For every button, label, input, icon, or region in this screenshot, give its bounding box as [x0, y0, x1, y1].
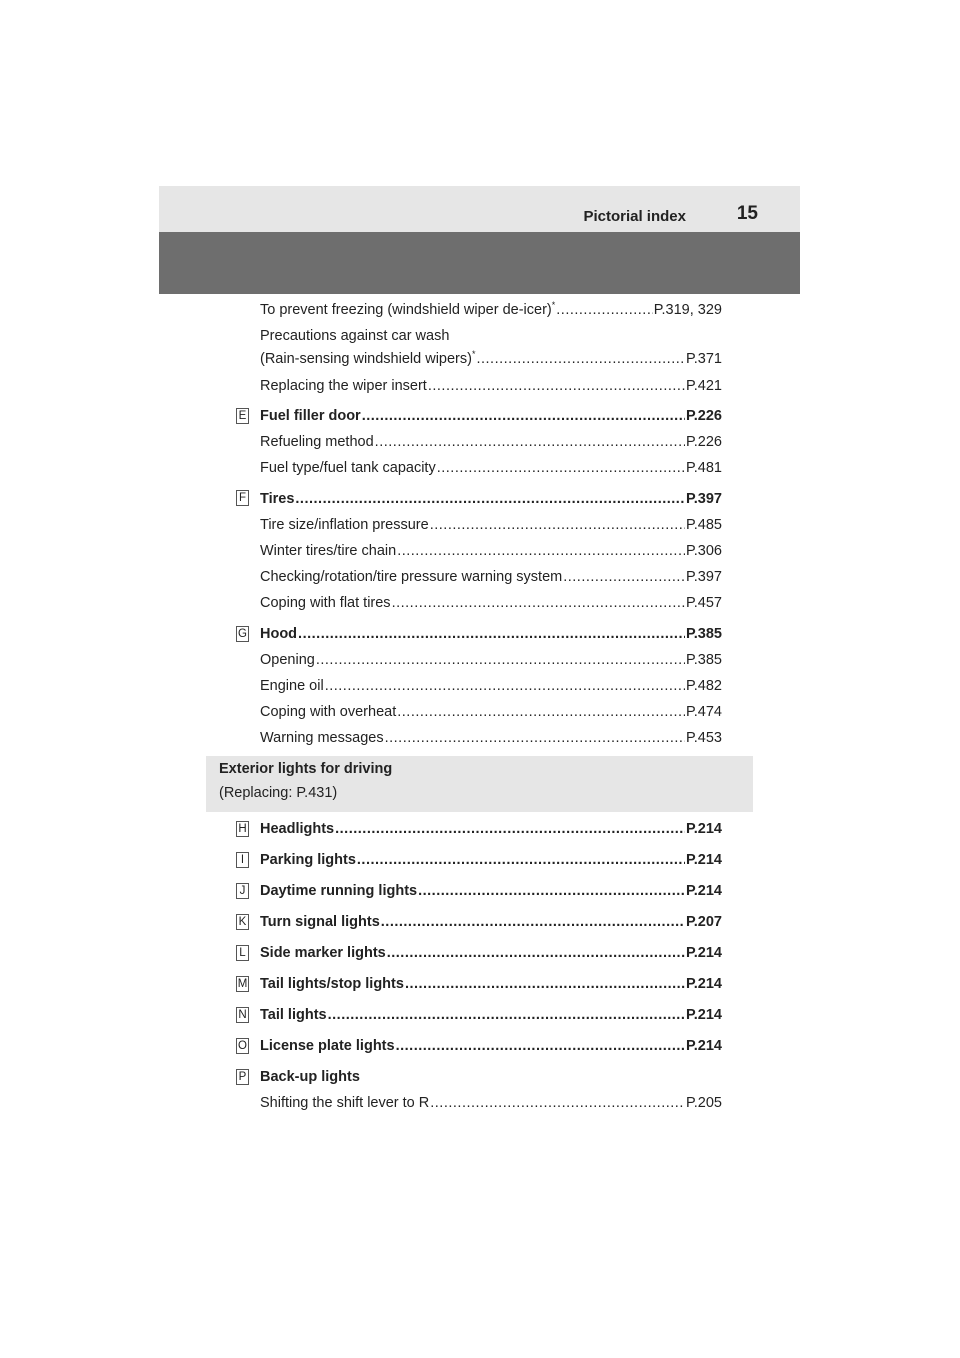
- page-reference[interactable]: P.397: [685, 491, 722, 507]
- header-band: [159, 232, 800, 294]
- dot-leader: [316, 650, 685, 670]
- dot-leader: [357, 850, 685, 870]
- entry-label: Warning messages: [260, 730, 384, 746]
- callout-badge: O: [236, 1038, 249, 1054]
- dot-leader: [397, 541, 685, 561]
- dot-leader: [295, 489, 685, 509]
- entry-label: Checking/rotation/tire pressure warning system: [260, 569, 563, 585]
- index-entry[interactable]: [260, 650, 722, 670]
- entry-label: Precautions against car wash: [260, 328, 450, 344]
- index-entry[interactable]: [260, 593, 722, 613]
- index-entry[interactable]: [260, 943, 722, 963]
- index-entry[interactable]: [260, 567, 722, 587]
- entry-label: Coping with flat tires: [260, 595, 391, 611]
- dot-leader: [381, 912, 685, 932]
- entry-label: Coping with overheat: [260, 704, 397, 720]
- dot-leader: [325, 676, 685, 696]
- entry-label: Opening: [260, 652, 315, 668]
- page-reference[interactable]: P.482: [685, 678, 722, 694]
- index-entry[interactable]: [260, 881, 722, 901]
- page-reference[interactable]: P.205: [685, 1095, 722, 1111]
- index-entry[interactable]: [260, 624, 722, 644]
- entry-label: Tires: [260, 491, 295, 507]
- entry-label: Engine oil: [260, 678, 324, 694]
- callout-badge: G: [236, 626, 249, 642]
- index-entry[interactable]: [260, 349, 722, 369]
- page-reference[interactable]: P.306: [685, 543, 722, 559]
- index-entry[interactable]: [260, 974, 722, 994]
- page-reference[interactable]: P.385: [685, 626, 722, 642]
- entry-label: Tail lights: [260, 1007, 327, 1023]
- page-reference[interactable]: P.226: [685, 408, 722, 424]
- index-entry[interactable]: [260, 1093, 722, 1113]
- callout-badge: I: [236, 852, 249, 868]
- callout-badge: H: [236, 821, 249, 837]
- page-reference[interactable]: P.214: [685, 821, 722, 837]
- entry-label: Daytime running lights: [260, 883, 418, 899]
- footnote-mark: *: [471, 349, 476, 360]
- entry-label: (Rain-sensing windshield wipers): [260, 351, 472, 367]
- entry-label: Tire size/inflation pressure: [260, 517, 429, 533]
- entry-label: Headlights: [260, 821, 335, 837]
- index-entry[interactable]: [260, 458, 722, 478]
- dot-leader: [328, 1005, 685, 1025]
- page-reference[interactable]: P.457: [685, 595, 722, 611]
- entry-label: Refueling method: [260, 434, 374, 450]
- index-entry[interactable]: [260, 515, 722, 535]
- page-reference[interactable]: P.474: [685, 704, 722, 720]
- entry-label: Tail lights/stop lights: [260, 976, 404, 992]
- page-reference[interactable]: P.214: [685, 883, 722, 899]
- index-entry[interactable]: [260, 489, 722, 509]
- page-reference[interactable]: P.385: [685, 652, 722, 668]
- dot-leader: [405, 974, 685, 994]
- page-reference[interactable]: P.214: [685, 1007, 722, 1023]
- entry-label: Fuel filler door: [260, 408, 361, 424]
- page-reference[interactable]: P.453: [685, 730, 722, 746]
- entry-label: Parking lights: [260, 852, 356, 868]
- dot-leader: [476, 349, 685, 369]
- dot-leader: [437, 458, 685, 478]
- dot-leader: [387, 943, 685, 963]
- dot-leader: [375, 432, 685, 452]
- page-reference[interactable]: P.226: [685, 434, 722, 450]
- page-reference[interactable]: P.371: [685, 351, 722, 367]
- callout-badge: E: [236, 408, 249, 424]
- callout-badge: L: [236, 945, 249, 961]
- page-reference[interactable]: P.214: [685, 976, 722, 992]
- page-reference[interactable]: P.481: [685, 460, 722, 476]
- dot-leader: [298, 624, 685, 644]
- section-title: Exterior lights for driving: [219, 761, 393, 777]
- page-reference[interactable]: P.421: [685, 378, 722, 394]
- dot-leader: [430, 515, 685, 535]
- dot-leader: [430, 1093, 685, 1113]
- index-entry: [260, 326, 722, 346]
- dot-leader: [392, 593, 685, 613]
- entry-label: Side marker lights: [260, 945, 386, 961]
- callout-badge: F: [236, 490, 249, 506]
- entry-label: Replacing the wiper insert: [260, 378, 427, 394]
- dot-leader: [418, 881, 685, 901]
- entry-label: Hood: [260, 626, 298, 642]
- index-entry[interactable]: [260, 541, 722, 561]
- callout-badge: P: [236, 1069, 249, 1085]
- callout-badge: N: [236, 1007, 249, 1023]
- entry-label: Shifting the shift lever to R: [260, 1095, 430, 1111]
- index-entry[interactable]: [260, 1036, 722, 1056]
- section-subtitle: (Replacing: P.431): [219, 785, 338, 801]
- footnote-mark: *: [551, 300, 556, 311]
- entry-label: Turn signal lights: [260, 914, 380, 930]
- index-entry[interactable]: [260, 406, 722, 426]
- index-entry[interactable]: [260, 850, 722, 870]
- callout-badge: J: [236, 883, 249, 899]
- dot-leader: [385, 728, 685, 748]
- section-header: [206, 756, 753, 812]
- index-entry[interactable]: [260, 912, 722, 932]
- index-entry[interactable]: [260, 702, 722, 722]
- page-reference[interactable]: P.214: [685, 945, 722, 961]
- entry-label: Fuel type/fuel tank capacity: [260, 460, 436, 476]
- index-entry[interactable]: [260, 728, 722, 748]
- page-header: [159, 186, 800, 232]
- page-reference[interactable]: P.214: [685, 852, 722, 868]
- index-entry[interactable]: [260, 676, 722, 696]
- index-entry[interactable]: [260, 819, 722, 839]
- index-entry[interactable]: [260, 300, 722, 320]
- page-title: Pictorial index: [583, 208, 686, 225]
- index-entry: [260, 1067, 722, 1087]
- callout-badge: K: [236, 914, 249, 930]
- entry-label: To prevent freezing (windshield wiper de-icer): [260, 302, 552, 318]
- callout-badge: M: [237, 978, 248, 990]
- page-reference[interactable]: P.207: [685, 914, 722, 930]
- page-reference[interactable]: P.319, 329: [653, 302, 722, 318]
- dot-leader: [397, 702, 685, 722]
- dot-leader: [428, 376, 685, 396]
- page-reference[interactable]: P.397: [685, 569, 722, 585]
- dot-leader: [563, 567, 685, 587]
- index-entry[interactable]: [260, 1005, 722, 1025]
- dot-leader: [396, 1036, 685, 1056]
- entry-label: Back-up lights: [260, 1069, 360, 1085]
- page-reference[interactable]: P.214: [685, 1038, 722, 1054]
- page-number: 15: [736, 203, 758, 224]
- page-reference[interactable]: P.485: [685, 517, 722, 533]
- entry-label: License plate lights: [260, 1038, 395, 1054]
- index-entry[interactable]: [260, 432, 722, 452]
- index-entry[interactable]: [260, 376, 722, 396]
- entry-label: Winter tires/tire chain: [260, 543, 397, 559]
- dot-leader: [335, 819, 685, 839]
- dot-leader: [362, 406, 685, 426]
- dot-leader: [556, 300, 652, 320]
